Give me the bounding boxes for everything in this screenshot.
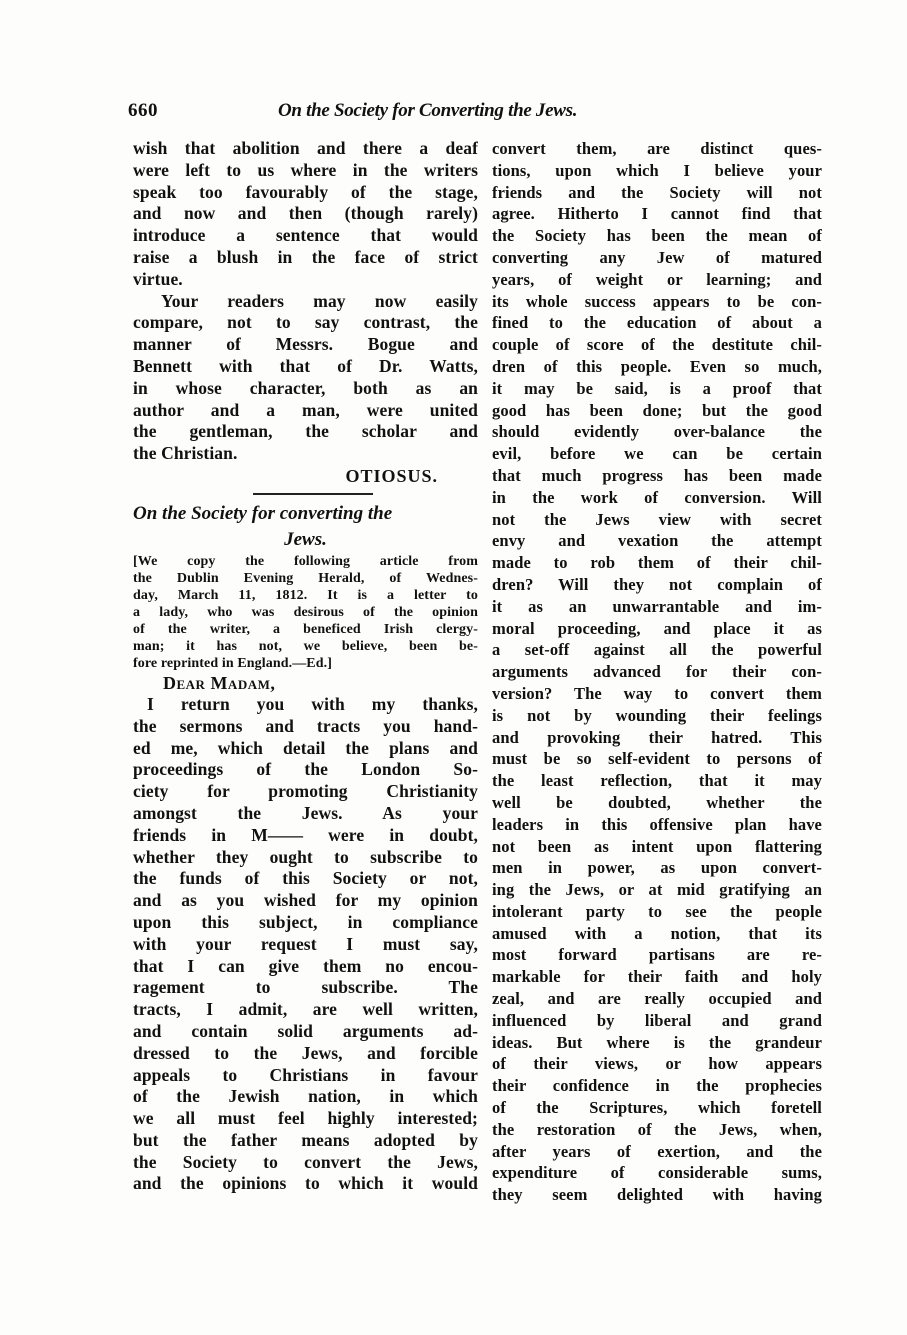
letter-line: and provoking their hatred. This <box>492 727 822 747</box>
letter-line: the sermons and tracts you hand- <box>133 715 478 736</box>
letter-line: agree. Hitherto I cannot find that <box>492 204 822 224</box>
letter-line: that much progress has been made <box>492 465 822 485</box>
editor-note-line: of the writer, a beneficed Irish clergy- <box>133 621 478 637</box>
letter-line: and the opinions to which it would <box>133 1173 478 1194</box>
text-line: in whose character, both as an <box>133 377 478 398</box>
letter-line: dren? Will they not complain of <box>492 574 822 594</box>
signature: OTIOSUS. <box>345 465 438 486</box>
letter-line: ragement to subscribe. The <box>133 977 478 998</box>
letter-line: not been as intent upon flattering <box>492 836 822 856</box>
letter-line: we all must feel highly interested; <box>133 1108 478 1129</box>
letter-line: ing the Jews, or at mid gratifying an <box>492 880 822 900</box>
letter-line: ideas. But where is the grandeur <box>492 1032 822 1052</box>
right-column <box>492 138 822 1206</box>
letter-line: the restoration of the Jews, when, <box>492 1119 822 1139</box>
letter-line: of the Scriptures, which foretell <box>492 1098 822 1118</box>
letter-line: they seem delighted with having <box>492 1185 822 1205</box>
letter-line: tions, upon which I believe your <box>492 160 822 180</box>
letter-line: is not by wounding their feelings <box>492 705 822 725</box>
letter-line: and as you wished for my opinion <box>133 890 478 911</box>
text-line: manner of Messrs. Bogue and <box>133 334 478 355</box>
editor-note-line: fore reprinted in England.—Ed.] <box>133 655 332 671</box>
section-divider <box>133 487 478 501</box>
letter-line: after years of exertion, and the <box>492 1141 822 1161</box>
letter-line: it as an unwarrantable and im- <box>492 596 822 616</box>
letter-line: of their views, or how appears <box>492 1054 822 1074</box>
text-line: virtue. <box>133 268 183 289</box>
letter-line: appeals to Christians in favour <box>133 1064 478 1085</box>
letter-line: friends in M—— were in doubt, <box>133 824 478 845</box>
letter-line: upon this subject, in compliance <box>133 911 478 932</box>
letter-line: most forward partisans are re- <box>492 945 822 965</box>
letter-line: it may be said, is a proof that <box>492 378 822 398</box>
letter-line: fined to the education of about a <box>492 313 822 333</box>
letter-line: that I can give them no encou- <box>133 955 478 976</box>
running-head <box>128 100 818 130</box>
letter-line: in the work of conversion. Will <box>492 487 822 507</box>
letter-line: couple of score of the destitute chil- <box>492 335 822 355</box>
letter-line: well be doubted, whether the <box>492 792 822 812</box>
letter-line: years, of weight or learning; and <box>492 269 822 289</box>
text-line: raise a blush in the face of strict <box>133 246 478 267</box>
running-title: On the Society for Converting the Jews. <box>278 100 578 121</box>
letter-line: their confidence in the prophecies <box>492 1076 822 1096</box>
page-number: 660 <box>128 100 158 121</box>
letter-line: a set-off against all the powerful <box>492 640 822 660</box>
text-line: the Christian. <box>133 443 238 464</box>
text-line: Your readers may now easily <box>161 290 478 311</box>
text-line: wish that abolition and there a deaf <box>133 138 478 158</box>
letter-line: its whole success appears to be con- <box>492 291 822 311</box>
text-line: were left to us where in the writers <box>133 159 478 180</box>
letter-line: but the father means adopted by <box>133 1129 478 1150</box>
letter-line: good has been done; but the good <box>492 400 822 420</box>
letter-line: men in power, as upon convert- <box>492 858 822 878</box>
editor-note-line: day, March 11, 1812. It is a letter to <box>133 587 478 603</box>
letter-line: intolerant party to see the people <box>492 901 822 921</box>
letter-line: tracts, I admit, are well written, <box>133 999 478 1020</box>
letter-line: made to rob them of their chil- <box>492 553 822 573</box>
letter-line: ciety for promoting Christianity <box>133 781 478 802</box>
editor-note-line: a lady, who was desirous of the opinion <box>133 604 478 620</box>
letter-line: ed me, which detail the plans and <box>133 737 478 758</box>
letter-line: envy and vexation the attempt <box>492 531 822 551</box>
text-line: the gentleman, the scholar and <box>133 421 478 442</box>
letter-line: should evidently over-balance the <box>492 422 822 442</box>
letter-line: the Society to convert the Jews, <box>133 1151 478 1172</box>
letter-line: markable for their faith and holy <box>492 967 822 987</box>
article-title: On the Society for converting the <box>133 502 393 524</box>
letter-line: amongst the Jews. As your <box>133 802 478 823</box>
letter-line: friends and the Society will not <box>492 182 822 202</box>
text-line: Bennett with that of Dr. Watts, <box>133 355 478 376</box>
text-line: speak too favourably of the stage, <box>133 181 478 202</box>
letter-line: arguments advanced for their con- <box>492 662 822 682</box>
letter-line: converting any Jew of matured <box>492 247 822 267</box>
letter-line: whether they ought to subscribe to <box>133 846 478 867</box>
letter-line: not the Jews view with secret <box>492 509 822 529</box>
letter-line: the least reflection, that it may <box>492 771 822 791</box>
salutation: Dear Madam, <box>163 672 276 693</box>
letter-line: must be so self-evident to persons of <box>492 749 822 769</box>
letter-line: zeal, and are really occupied and <box>492 989 822 1009</box>
left-column <box>133 138 478 1195</box>
article-title-continued: Jews. <box>284 528 327 550</box>
text-line: compare, not to say contrast, the <box>133 312 478 333</box>
letter-line: and contain solid arguments ad- <box>133 1020 478 1041</box>
letter-line: amused with a notion, that its <box>492 923 822 943</box>
letter-line: with your request I must say, <box>133 933 478 954</box>
letter-line: version? The way to convert them <box>492 683 822 703</box>
editor-note-line: [We copy the following article from <box>133 553 478 569</box>
letter-line: influenced by liberal and grand <box>492 1010 822 1030</box>
letter-line: the funds of this Society or not, <box>133 868 478 889</box>
letter-line: evil, before we can be certain <box>492 444 822 464</box>
text-line: author and a man, were united <box>133 399 478 420</box>
letter-line: proceedings of the London So- <box>133 759 478 780</box>
letter-line: convert them, are distinct ques- <box>492 139 822 158</box>
letter-line: moral proceeding, and place it as <box>492 618 822 638</box>
letter-line: dren of this people. Even so much, <box>492 356 822 376</box>
letter-line: expenditure of considerable sums, <box>492 1163 822 1183</box>
text-line: introduce a sentence that would <box>133 225 478 246</box>
letter-line: leaders in this offensive plan have <box>492 814 822 834</box>
text-line: and now and then (though rarely) <box>133 203 478 224</box>
letter-line: of the Jewish nation, in which <box>133 1086 478 1107</box>
letter-line: dressed to the Jews, and forcible <box>133 1042 478 1063</box>
editor-note-line: man; it has not, we believe, been be- <box>133 638 478 654</box>
letter-line: I return you with my thanks, <box>147 693 478 714</box>
editor-note-line: the Dublin Evening Herald, of Wednes- <box>133 570 478 586</box>
letter-line: the Society has been the mean of <box>492 226 822 246</box>
